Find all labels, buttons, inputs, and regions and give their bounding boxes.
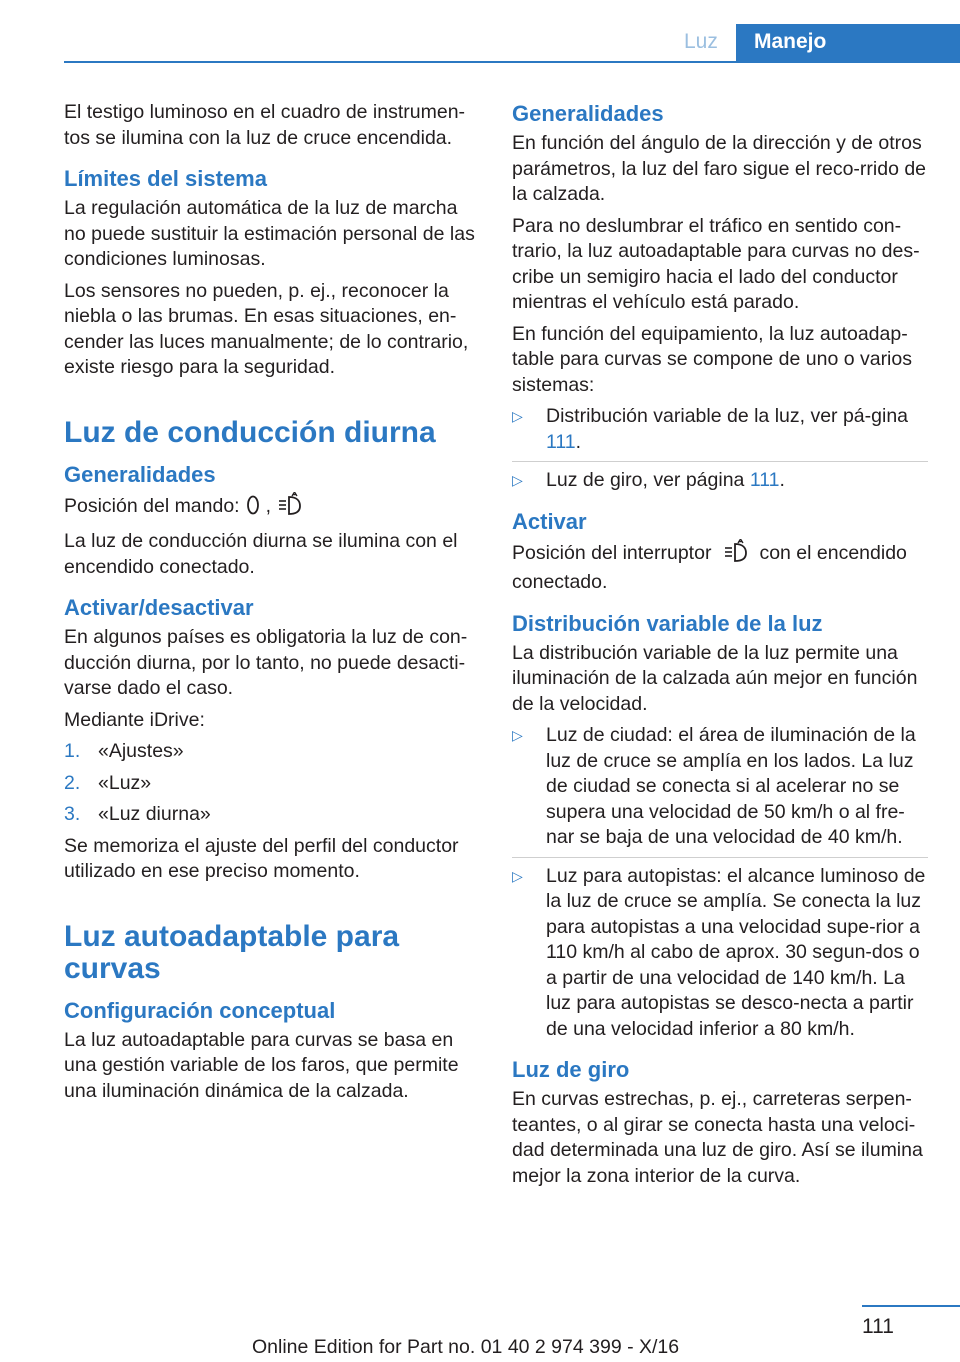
step-number: 1. <box>64 740 81 762</box>
bullet-arrow-icon: ▷ <box>512 867 523 884</box>
heading-activate-deactivate: Activar/desactivar <box>64 595 254 620</box>
paragraph: Los sensores no pueden, p. ej., reconocer la niebla o las brumas. En esas situaciones, en-cender las luces manualmente; de lo contrario, existe riesgo para la seguridad. <box>64 279 469 378</box>
heading-limits: Límites del sistema <box>64 166 267 191</box>
divider <box>512 461 928 462</box>
heading-general: Generalidades <box>512 101 664 126</box>
list-text: Distribución variable de la luz, ver pá-gina <box>546 405 909 427</box>
bullet-arrow-icon: ▷ <box>512 408 523 424</box>
footer-rule <box>862 1305 960 1307</box>
paragraph: El testigo luminoso en el cuadro de instrumen-tos se ilumina con la luz de cruce encendida. <box>64 101 466 149</box>
systems-list <box>512 404 928 494</box>
list-item <box>64 771 478 797</box>
divider <box>512 857 928 858</box>
heading-variable-distribution: Distribución variable de la luz <box>512 610 823 636</box>
activate-text-after: con el encendido conectado. <box>512 541 907 593</box>
bullet-arrow-icon: ▷ <box>512 472 523 488</box>
paragraph: La luz autoadaptable para curvas se basa en una gestión variable de los faros, que permite una iluminación dinámica de la calzada. <box>64 1028 459 1102</box>
activate-paragraph <box>512 539 928 596</box>
paragraph: En función del ángulo de la dirección y de otros parámetros, la luz del faro sigue el reco-rrido de la calzada. <box>512 132 927 205</box>
page-link[interactable]: 111 <box>749 469 780 491</box>
step-text: «Luz» <box>98 771 152 794</box>
paragraph: La luz de conducción diurna se ilumina con el encendido conectado. <box>64 530 458 578</box>
step-number: 3. <box>64 803 81 825</box>
automatic-headlight-icon <box>723 539 749 571</box>
drl-position-separator: , <box>265 494 272 517</box>
edition-footer: Online Edition for Part no. 01 40 2 974 399 - X/16 <box>252 1336 680 1358</box>
step-text: «Luz diurna» <box>98 803 211 825</box>
automatic-headlight-icon <box>277 492 303 524</box>
paragraph: En algunos países es obligatoria la luz de con-ducción diurna, por lo tanto, no puede desacti-varse dado el caso. <box>64 626 468 699</box>
heading-adaptive-curve-light: Luz autoadaptable para curvas <box>64 919 400 985</box>
heading-activate: Activar <box>512 508 587 534</box>
drl-position-line <box>64 492 478 524</box>
header-chapter-tab <box>736 24 960 61</box>
paragraph: En curvas estrechas, p. ej., carreteras serpen-teantes, o al girar se conecta hasta una veloci-dad determinada una luz de giro. Así se ilumina mejor la zona interior de la curva. <box>512 1088 923 1187</box>
header-rule <box>64 61 960 63</box>
heading-turning-light: Luz de giro <box>512 1057 630 1082</box>
step-text: «Ajustes» <box>98 740 184 762</box>
drl-position-label: Posición del mando: <box>64 494 240 517</box>
paragraph: Mediante iDrive: <box>64 708 205 731</box>
header-section: Luz <box>684 30 718 53</box>
paragraph: Para no deslumbrar el tráfico en sentido con-trario, la luz autoadaptable para curvas no des-cribe un semigiro hacia el lado del conductor mientras el vehículo está parado. <box>512 214 920 313</box>
page-link[interactable]: 111 <box>546 430 576 453</box>
light-switch-off-icon <box>246 494 260 524</box>
right-column <box>512 100 928 1195</box>
heading-daytime-running-lights: Luz de conducción diurna <box>64 415 436 449</box>
activate-text-before: Posición del interruptor <box>512 541 712 564</box>
paragraph: Se memoriza el ajuste del perfil del conductor utilizado en ese preciso momento. <box>64 834 459 882</box>
list-text-end: . <box>575 430 582 453</box>
paragraph: La regulación automática de la luz de marcha no puede sustituir la estimación personal de las condiciones luminosas. <box>64 197 475 270</box>
list-item <box>512 723 928 851</box>
left-column <box>64 100 478 1110</box>
header-chapter: Manejo <box>754 30 827 53</box>
paragraph: En función del equipamiento, la luz autoadap-table para curvas se compone de uno o varios sistemas: <box>512 322 912 396</box>
list-text-end: . <box>779 469 785 491</box>
list-item <box>512 468 928 494</box>
page-number: 111 <box>862 1315 894 1338</box>
heading-concept: Configuración conceptual <box>64 997 336 1023</box>
bullet-arrow-icon: ▷ <box>512 727 523 743</box>
paragraph: La distribución variable de la luz permite una iluminación de la calzada aún mejor en función de la velocidad. <box>512 641 918 715</box>
list-item <box>512 864 928 1043</box>
distribution-list <box>512 723 928 1042</box>
list-item <box>512 404 928 455</box>
list-item <box>64 739 478 765</box>
step-number: 2. <box>64 771 81 794</box>
heading-drl-general: Generalidades <box>64 461 216 487</box>
idrive-steps <box>64 739 478 828</box>
list-text: Luz de giro, ver página <box>546 469 750 491</box>
list-text: Luz para autopistas: el alcance luminoso de la luz de cruce se amplía. Se conecta la luz para autopistas a una velocidad supe-rior a 110 km/h al cabo de aprox. 30 segun-dos o a partir de una velocidad de 140 km/h. La luz para autopistas se desco-necta a partir de una velocidad inferior a 80 km/h. <box>546 864 926 1040</box>
page-header <box>0 24 960 62</box>
list-text: Luz de ciudad: el área de iluminación de la luz de cruce se amplía en los lados. La luz de ciudad se conecta si al acelerar no se supera una velocidad de 50 km/h o al fre-nar se baja de una velocidad de 40 km/h. <box>546 724 916 848</box>
list-item <box>64 802 478 828</box>
